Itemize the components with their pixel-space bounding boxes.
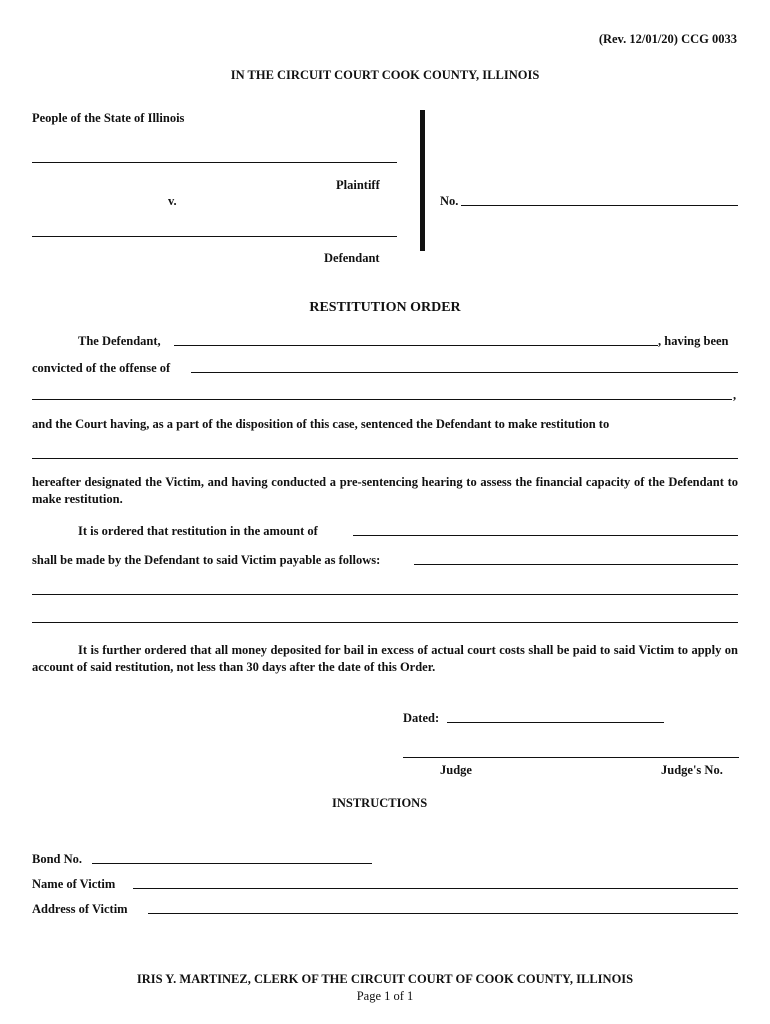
bail-paragraph: It is further ordered that all money deposited for bail in excess of actual court costs shall be paid to said Victim to apply on account of said restitution, not less than 30 days after the date of this Order. — [32, 643, 738, 674]
bond-number-field[interactable] — [92, 850, 372, 864]
case-number-label: No. — [440, 194, 459, 208]
bond-number-label: Bond No. — [32, 852, 83, 866]
instructions-heading: INSTRUCTIONS — [332, 796, 428, 810]
versus-label: v. — [168, 194, 177, 208]
judge-number-label: Judge's No. — [661, 763, 723, 777]
offense-field-1[interactable] — [191, 359, 738, 373]
document-title: RESTITUTION ORDER — [309, 300, 461, 315]
plaintiff-label: Plaintiff — [336, 178, 380, 192]
case-number-field[interactable] — [461, 192, 738, 206]
plaintiff-name-field[interactable] — [32, 162, 397, 163]
victim-name-label: Name of Victim — [32, 877, 116, 891]
offense-comma: , — [733, 388, 737, 402]
victim-address-label: Address of Victim — [32, 902, 128, 916]
dated-field[interactable] — [447, 709, 664, 723]
restitution-recipient-field[interactable] — [32, 445, 738, 459]
judge-signature-field[interactable] — [403, 744, 739, 758]
defendant-name-field[interactable] — [32, 236, 397, 237]
victim-address-field[interactable] — [148, 900, 738, 914]
judge-label: Judge — [440, 763, 472, 777]
victim-name-field[interactable] — [133, 875, 738, 889]
convicted-prefix: convicted of the offense of — [32, 361, 171, 375]
caption-divider — [420, 110, 425, 251]
page-number: Page 1 of 1 — [356, 989, 414, 1003]
defendant-prefix: The Defendant, — [78, 334, 161, 348]
offense-field-2[interactable] — [32, 386, 732, 400]
payable-prefix: shall be made by the Defendant to said Victim payable as follows: — [32, 553, 381, 567]
defendant-field[interactable] — [174, 332, 658, 346]
defendant-label: Defendant — [324, 251, 380, 265]
restitution-amount-field[interactable] — [353, 522, 738, 536]
court-heading: IN THE CIRCUIT COURT COOK COUNTY, ILLINOIS — [230, 68, 540, 82]
hereafter-paragraph: hereafter designated the Victim, and having conducted a pre-sentencing hearing to assess the financial capacity of the Defendant to make restitution. — [32, 475, 738, 506]
payment-terms-field-2[interactable] — [32, 581, 738, 595]
dated-label: Dated: — [403, 711, 440, 725]
payment-terms-field-1[interactable] — [414, 551, 738, 565]
amount-prefix: It is ordered that restitution in the amount of — [78, 524, 318, 538]
defendant-suffix: , having been — [658, 334, 729, 348]
revision-code: (Rev. 12/01/20) CCG 0033 — [598, 32, 737, 46]
clerk-footer: IRIS Y. MARTINEZ, CLERK OF THE CIRCUIT COURT OF COOK COUNTY, ILLINOIS — [136, 972, 634, 986]
court-having-text: and the Court having, as a part of the disposition of this case, sentenced the Defendant to make restitution to — [32, 417, 610, 431]
payment-terms-field-3[interactable] — [32, 609, 738, 623]
people-label: People of the State of Illinois — [32, 111, 185, 125]
